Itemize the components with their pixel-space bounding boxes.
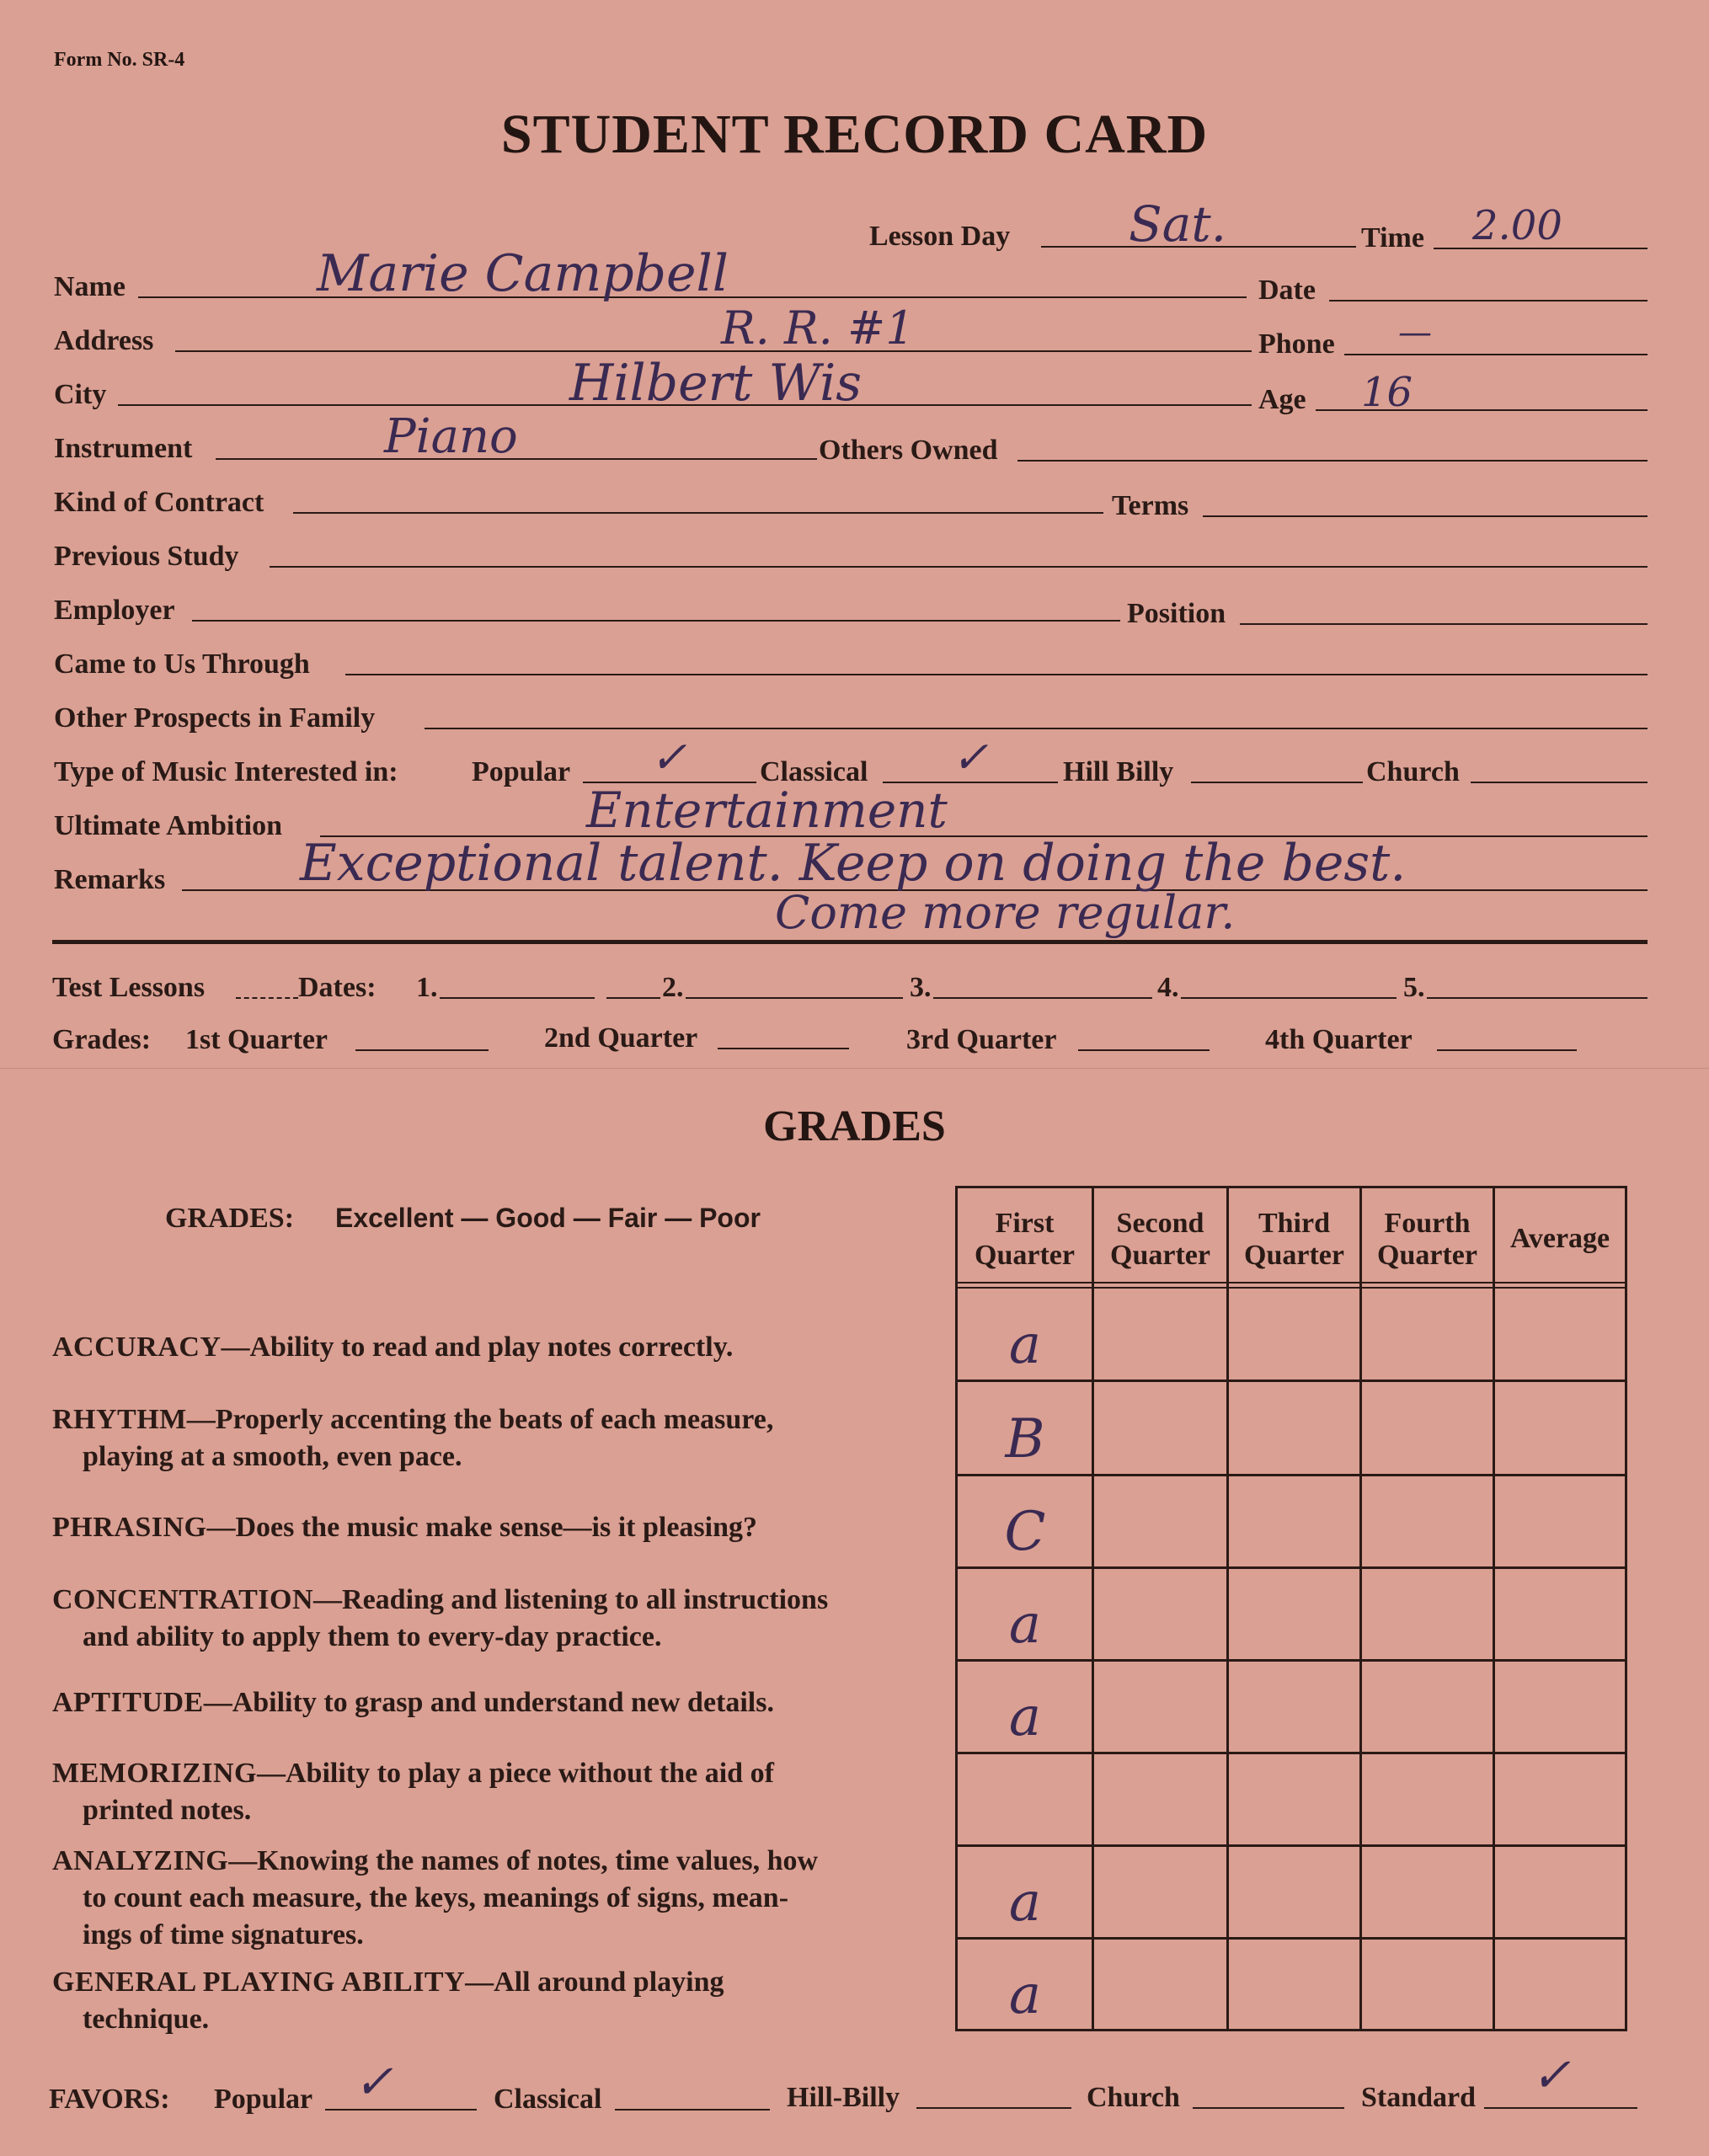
favors-classical-line — [615, 2109, 770, 2111]
table-row-divider — [955, 1659, 1627, 1662]
test-date-5-label: 5. — [1403, 972, 1425, 1003]
favors-classical-label: Classical — [494, 2084, 602, 2115]
criterion-desc-line-2: technique. — [83, 2004, 210, 2035]
criterion-desc-line-2: to count each measure, the keys, meanings of signs, mean- — [83, 1882, 789, 1913]
col-header-first-quarter — [958, 1208, 1092, 1272]
table-border-right — [1625, 1186, 1627, 2031]
address-line — [175, 350, 1252, 352]
remarks-value-line-2: Come more regular. — [775, 886, 1236, 939]
ultimate-ambition-value: Entertainment — [586, 782, 948, 839]
quarter-3-label: 3rd Quarter — [906, 1024, 1057, 1055]
favors-hill-billy-label: Hill-Billy — [787, 2082, 900, 2113]
col-header-line-2: Quarter — [975, 1240, 1075, 1271]
previous-study-label: Previous Study — [54, 541, 239, 572]
col-header-line-1: Third — [1258, 1208, 1331, 1239]
quarter-1-line — [355, 1049, 489, 1051]
city-value: Hilbert Wis — [569, 354, 863, 413]
favors-popular-check: ✓ — [354, 2055, 393, 2110]
employer-line — [192, 620, 1120, 622]
table-border-bottom — [955, 2029, 1627, 2031]
other-prospects-label: Other Prospects in Family — [54, 702, 376, 734]
test-date-4-line — [1181, 997, 1397, 999]
criterion-desc: —Does the music make sense—is it pleasing? — [206, 1512, 758, 1543]
instrument-label: Instrument — [54, 433, 193, 464]
name-value: Marie Campbell — [317, 244, 729, 303]
table-row-divider — [955, 1937, 1627, 1940]
test-dates-label: Dates: — [298, 972, 377, 1003]
remarks-value: Exceptional talent. Keep on doing the best. — [300, 834, 1407, 893]
phone-value: — — [1398, 313, 1432, 352]
criterion-accuracy — [52, 1329, 733, 1366]
favors-standard-label: Standard — [1361, 2082, 1477, 2113]
grade-concentration-q1: a — [1008, 1593, 1042, 1656]
came-through-line — [345, 674, 1648, 675]
time-value: 2.00 — [1472, 202, 1562, 249]
address-value: R. R. #1 — [721, 302, 915, 355]
kind-of-contract-label: Kind of Contract — [54, 487, 264, 518]
table-row-divider — [955, 1752, 1627, 1754]
table-col-divider — [1359, 1186, 1362, 2031]
city-label: City — [54, 379, 107, 410]
table-col-divider — [1493, 1186, 1495, 2031]
test-date-2-label: 2. — [662, 972, 684, 1003]
position-label: Position — [1127, 598, 1226, 629]
kind-of-contract-line — [293, 512, 1103, 514]
grade-analyzing-q1: a — [1008, 1871, 1042, 1934]
col-header-line-2: Quarter — [1377, 1240, 1477, 1271]
music-type-label: Type of Music Interested in: — [54, 756, 398, 787]
quarter-2-line — [718, 1048, 849, 1049]
music-hill-billy-line — [1191, 782, 1363, 783]
test-date-1-label: 1. — [416, 972, 438, 1003]
terms-line — [1203, 515, 1648, 517]
grade-rhythm-q1: B — [1005, 1408, 1045, 1470]
test-date-3-line — [933, 997, 1152, 999]
form-number: Form No. SR-4 — [54, 49, 185, 71]
age-value: 16 — [1361, 369, 1413, 416]
test-lessons-label: Test Lessons — [52, 972, 206, 1003]
favors-standard-line — [1484, 2107, 1637, 2109]
col-header-fourth-quarter — [1362, 1208, 1493, 1272]
quarter-grades-label: Grades: — [52, 1024, 152, 1055]
criterion-name: MEMORIZING — [52, 1758, 257, 1789]
criterion-phrasing — [52, 1509, 757, 1546]
criterion-desc: —All around playing — [465, 1967, 724, 1998]
date-line — [1329, 300, 1648, 302]
criterion-general-playing — [52, 1964, 724, 2038]
music-popular-check: ✓ — [650, 733, 687, 783]
table-col-divider — [1226, 1186, 1229, 2031]
date-label: Date — [1258, 275, 1316, 306]
music-church-label: Church — [1366, 756, 1460, 787]
age-label: Age — [1258, 384, 1306, 415]
test-date-3-label: 3. — [910, 972, 932, 1003]
favors-label: FAVORS: — [49, 2084, 170, 2115]
test-date-4-label: 4. — [1157, 972, 1179, 1003]
criterion-memorizing — [52, 1755, 774, 1829]
grade-aptitude-q1: a — [1008, 1686, 1042, 1748]
table-header-rule — [955, 1287, 1627, 1289]
table-border-top — [955, 1186, 1627, 1188]
music-popular-label: Popular — [472, 756, 571, 787]
grades-scale-label: GRADES: — [165, 1203, 295, 1234]
criterion-desc: —Properly accenting the beats of each measure, — [186, 1404, 774, 1435]
col-header-third-quarter — [1229, 1208, 1359, 1272]
music-hill-billy-label: Hill Billy — [1063, 756, 1174, 787]
test-date-5-line — [1427, 997, 1648, 999]
phone-line — [1344, 354, 1648, 355]
favors-standard-check: ✓ — [1531, 2048, 1571, 2103]
card-fold — [0, 1068, 1709, 1069]
col-header-line-2: Quarter — [1244, 1240, 1344, 1271]
criterion-analyzing — [52, 1843, 818, 1954]
test-date-2-line — [686, 997, 903, 999]
quarter-4-label: 4th Quarter — [1265, 1024, 1413, 1055]
terms-label: Terms — [1112, 490, 1189, 521]
table-row-divider — [955, 1566, 1627, 1569]
remarks-label: Remarks — [54, 864, 166, 895]
ultimate-ambition-label: Ultimate Ambition — [54, 810, 283, 841]
test-date-gap-line — [606, 997, 660, 999]
criterion-aptitude — [52, 1684, 774, 1721]
grade-general-playing-q1: a — [1008, 1964, 1042, 2026]
time-label: Time — [1361, 222, 1424, 253]
col-header-line-1: First — [995, 1208, 1055, 1239]
criterion-name: RHYTHM — [52, 1404, 187, 1435]
criterion-desc-line-2: and ability to apply them to every-day practice. — [83, 1621, 662, 1652]
position-line — [1240, 623, 1648, 625]
grade-phrasing-q1: C — [1004, 1501, 1046, 1563]
grade-accuracy-q1: a — [1008, 1314, 1042, 1376]
others-owned-label: Others Owned — [819, 435, 998, 466]
criterion-desc: —Ability to grasp and understand new details. — [203, 1687, 774, 1718]
instrument-value: Piano — [384, 409, 518, 464]
phone-label: Phone — [1258, 328, 1335, 360]
table-row-divider — [955, 1380, 1627, 1382]
page-title: STUDENT RECORD CARD — [500, 104, 1209, 165]
quarter-4-line — [1437, 1049, 1577, 1051]
music-classical-check: ✓ — [952, 733, 989, 783]
criterion-concentration — [52, 1582, 828, 1656]
criterion-desc-line-3: ings of time signatures. — [83, 1919, 364, 1951]
criterion-name: ANALYZING — [52, 1845, 229, 1876]
criterion-desc-line-2: playing at a smooth, even pace. — [83, 1441, 462, 1472]
quarter-3-line — [1078, 1049, 1210, 1051]
music-church-line — [1471, 782, 1648, 783]
favors-church-line — [1193, 2107, 1344, 2109]
test-date-1-line — [440, 997, 595, 999]
grades-scale: Excellent — Good — Fair — Poor — [335, 1203, 761, 1233]
criterion-name: GENERAL PLAYING ABILITY — [52, 1967, 466, 1998]
favors-popular-line — [325, 2109, 477, 2111]
favors-hill-billy-line — [916, 2107, 1071, 2109]
music-classical-label: Classical — [760, 756, 868, 787]
criterion-name: APTITUDE — [52, 1687, 204, 1718]
other-prospects-line — [425, 728, 1648, 729]
criterion-desc: —Ability to read and play notes correctly. — [221, 1331, 734, 1363]
criterion-rhythm — [52, 1401, 773, 1476]
previous-study-line — [270, 566, 1648, 568]
col-header-line-2: Quarter — [1110, 1240, 1210, 1271]
col-header-line-1: Fourth — [1384, 1208, 1471, 1239]
criterion-name: PHRASING — [52, 1512, 207, 1543]
quarter-2-label: 2nd Quarter — [544, 1022, 698, 1054]
table-header-rule — [955, 1282, 1627, 1283]
criterion-desc-line-2: printed notes. — [83, 1795, 252, 1826]
address-label: Address — [54, 325, 154, 356]
criterion-name: CONCENTRATION — [52, 1584, 314, 1615]
name-label: Name — [54, 271, 126, 302]
favors-popular-label: Popular — [214, 2084, 313, 2115]
quarter-1-label: 1st Quarter — [185, 1024, 328, 1055]
test-lessons-dash — [236, 997, 298, 999]
criterion-desc: —Knowing the names of notes, time values, how — [228, 1845, 819, 1876]
criterion-desc: —Reading and listening to all instructions — [313, 1584, 829, 1615]
section-divider — [52, 940, 1648, 944]
table-row-divider — [955, 1474, 1627, 1476]
col-header-line-1: Average — [1509, 1223, 1610, 1254]
lesson-day-label: Lesson Day — [869, 221, 1011, 252]
employer-label: Employer — [54, 595, 175, 626]
criterion-name: ACCURACY — [52, 1331, 222, 1363]
favors-church-label: Church — [1087, 2082, 1180, 2113]
col-header-average — [1495, 1223, 1625, 1255]
came-through-label: Came to Us Through — [54, 648, 310, 680]
lesson-day-value: Sat. — [1129, 195, 1227, 253]
others-owned-line — [1017, 460, 1648, 462]
grades-section-title: GRADES — [763, 1102, 946, 1150]
col-header-second-quarter — [1094, 1208, 1226, 1272]
table-row-divider — [955, 1844, 1627, 1847]
col-header-line-1: Second — [1116, 1208, 1204, 1239]
criterion-desc: —Ability to play a piece without the aid of — [257, 1758, 774, 1789]
